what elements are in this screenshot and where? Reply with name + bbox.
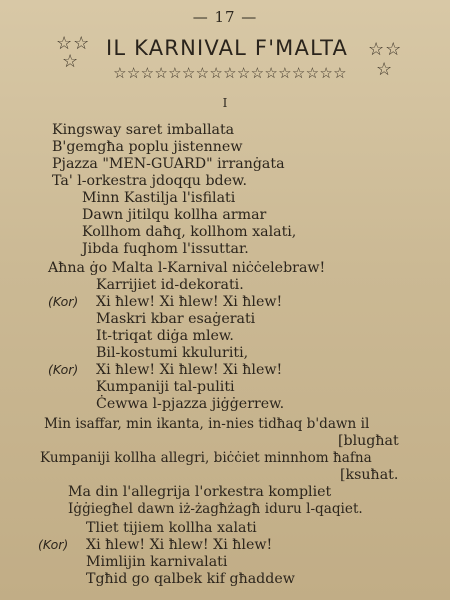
page-number: — 17 —: [192, 8, 258, 26]
poem-line: Kingsway saret imballata: [52, 122, 235, 138]
chorus-line: [48, 362, 282, 378]
poem-line: Kollhom daħq, kollhom xalati,: [82, 224, 297, 240]
poem-line: Ċewwa l-pjazza jiġġerrew.: [96, 396, 285, 412]
poem-line: Xi ħlew! Xi ħlew! Xi ħlew!: [96, 362, 283, 378]
star-ornament-right-top: ☆☆: [368, 39, 403, 60]
poem-line: Kumpaniji tal-puliti: [96, 379, 235, 395]
poem-line: Tliet tijiem kollha xalati: [86, 520, 257, 536]
poem-title: IL KARNIVAL F'MALTA: [105, 36, 349, 60]
poem-line: Xi ħlew! Xi ħlew! Xi ħlew!: [96, 294, 283, 310]
poem-line: B'gemgħa poplu jistennew: [52, 139, 243, 155]
chorus-line: [38, 537, 272, 553]
title-block: [0, 33, 450, 80]
chorus-label: (Kor): [48, 294, 79, 309]
star-ornament-left-bottom: ☆: [62, 51, 80, 72]
poem-line: Aħna ġo Malta l-Karnival niċċelebraw!: [48, 260, 326, 276]
poem-line: Kumpaniji kollha allegri, biċċiet minnhom ħafna: [40, 450, 372, 466]
chorus-label: (Kor): [38, 537, 69, 552]
poem-line: Tgħid go qalbek kif għaddew: [86, 571, 295, 587]
poem-line: Ma din l'allegrija l'orkestra kompliet: [68, 484, 332, 500]
poem-line: It-triqat diġa mlew.: [96, 328, 234, 344]
poem-line: Karrijiet id-dekorati.: [96, 277, 244, 293]
poem-line: Dawn jitilqu kollha armar: [82, 207, 267, 223]
chorus-line: [48, 294, 282, 310]
poem-line: Xi ħlew! Xi ħlew! Xi ħlew!: [86, 537, 273, 553]
poem-line-continuation: [ksuħat.: [340, 467, 399, 483]
poem-line: Min isaffar, min ikanta, in-nies tidħaq b'dawn il: [44, 416, 370, 432]
poem-line: Maskri kbar esaġerati: [96, 311, 256, 327]
poem-line: Iġġiegħel dawn iż-żagħżagħ iduru l-qaqiet.: [68, 501, 363, 517]
poem-line: Pjazza "MEN-GUARD" irranġata: [52, 156, 285, 172]
poem-line: Mimlijin karnivalati: [86, 554, 228, 570]
star-divider: ☆☆☆☆☆☆☆☆☆☆☆☆☆☆☆☆☆: [113, 64, 347, 82]
poem-line: Minn Kastilja l'isfilati: [82, 190, 236, 206]
poem-line: Bil-kostumi kkuluriti,: [96, 345, 249, 361]
section-number: I: [222, 96, 228, 110]
chorus-label: (Kor): [48, 362, 79, 377]
poem-line-continuation: [blugħat: [338, 433, 399, 449]
star-ornament-right-bottom: ☆: [376, 59, 394, 80]
poem-line: Ta' l-orkestra jdoqqu bdew.: [52, 173, 247, 189]
poem-text: [0, 118, 450, 600]
star-ornament-left-top: ☆☆: [56, 33, 91, 54]
poem-line: Jibda fuqhom l'issuttar.: [82, 241, 249, 257]
